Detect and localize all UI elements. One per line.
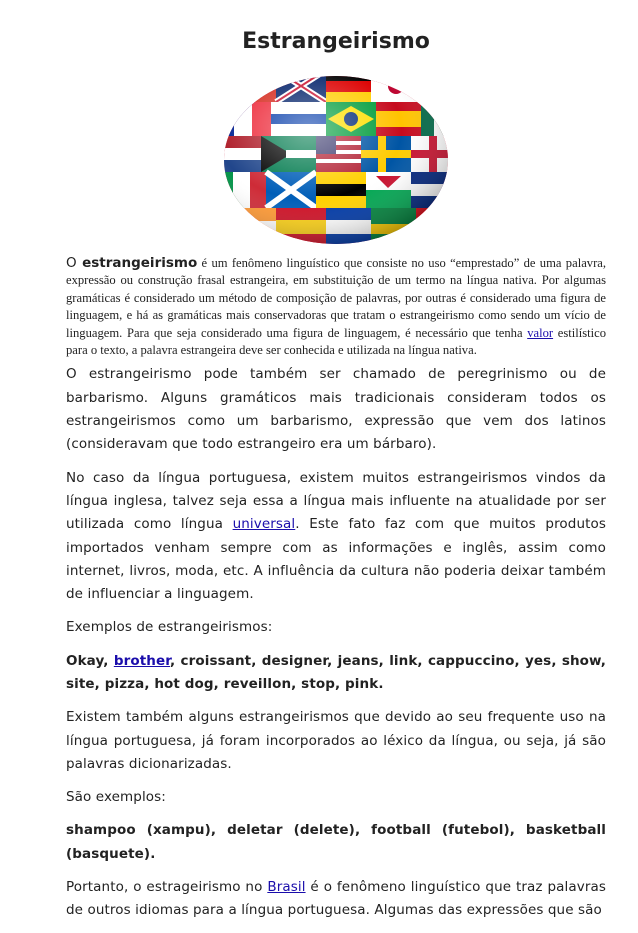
p4-text-a: Okay, <box>66 652 114 669</box>
intro-paragraph <box>66 255 606 359</box>
paragraph-dicionarizadas: Existem também alguns estrangeirismos que devido ao seu frequente uso na língua portuguesa, já foram incorporados ao léxico da língua, ou seja, já são palavras dicionarizadas. <box>66 709 606 772</box>
page-title: Estrangeirismo <box>242 29 430 54</box>
intro-term: estrangeirismo <box>82 255 198 271</box>
p2-text-a: No caso da língua portuguesa, existem muitos estrangeirismos vindos da língua inglesa, talvez seja essa a língua mais influente na atualidade por ser utilizada como língua <box>66 469 606 533</box>
intro-text-a: é um fenômeno linguístico que consiste no uso “emprestado” de uma palavra, expressão ou construção frasal estrangeira, em substituição de um termo na língua nativa. Por algumas gramáticas é considerado um método de composição de palavras, por outras é considerado uma figura de linguagem, e há as gramáticas mais conservadoras que tratam o estrangeirismo como sendo um vício de linguagem. Para que seja considerado uma figura de linguagem, é necessário que tenha <box>66 256 607 340</box>
p7-text: shampoo (xampu), deletar (delete), football (futebol), basketball (basquete). <box>66 822 606 862</box>
p8-text-b: é o fenômeno linguístico que traz palavras de outros idiomas para a língua portuguesa. Algumas das expressões que são <box>66 879 607 919</box>
brother-link[interactable]: brother <box>113 652 171 669</box>
paragraph-exemplos-heading: Exemplos de estrangeirismos: <box>66 619 273 636</box>
globe-illustration <box>216 70 456 245</box>
valor-link[interactable]: valor <box>527 325 554 340</box>
paragraph-sao-exemplos: São exemplos: <box>66 789 166 806</box>
p4-text-b: , croissant, designer, jeans, link, cappuccino, yes, show, site, pizza, hot dog, reveillon, stop, pink. <box>66 652 606 692</box>
flag-globe-image <box>66 70 606 245</box>
document-page <box>66 22 606 933</box>
brasil-link[interactable]: Brasil <box>267 879 306 896</box>
p8-text-a: Portanto, o estragеirismo no <box>66 879 268 896</box>
universal-link[interactable]: universal <box>232 516 296 533</box>
p2-text-b: . Este fato faz com que muitos produtos importados venham sempre com as informações e inglês, assim como internet, livros, moda, etc. A influência da cultura não poderia deixar também de influenciar a linguagem. <box>66 516 606 603</box>
paragraph-examples-list <box>66 650 606 697</box>
paragraph-dicionarized-list <box>66 819 606 866</box>
paragraph-peregrinismo: O estrangeirismo pode também ser chamado de peregrinismo ou de barbarismo. Alguns gramáticos mais tradicionais consideram todos os estrangeirismos como um barbarismo, expressão que vem dos latinos (consideravam que todo estrangeiro era um bárbaro). <box>66 366 606 453</box>
intro-lead: O <box>66 255 83 271</box>
intro-text-b: estilístico para o texto, a palavra estrangeira deve ser conhecida e utilizada na língua nativa. <box>66 325 606 358</box>
paragraph-brasil <box>66 876 606 923</box>
paragraph-lingua-inglesa <box>66 467 606 607</box>
